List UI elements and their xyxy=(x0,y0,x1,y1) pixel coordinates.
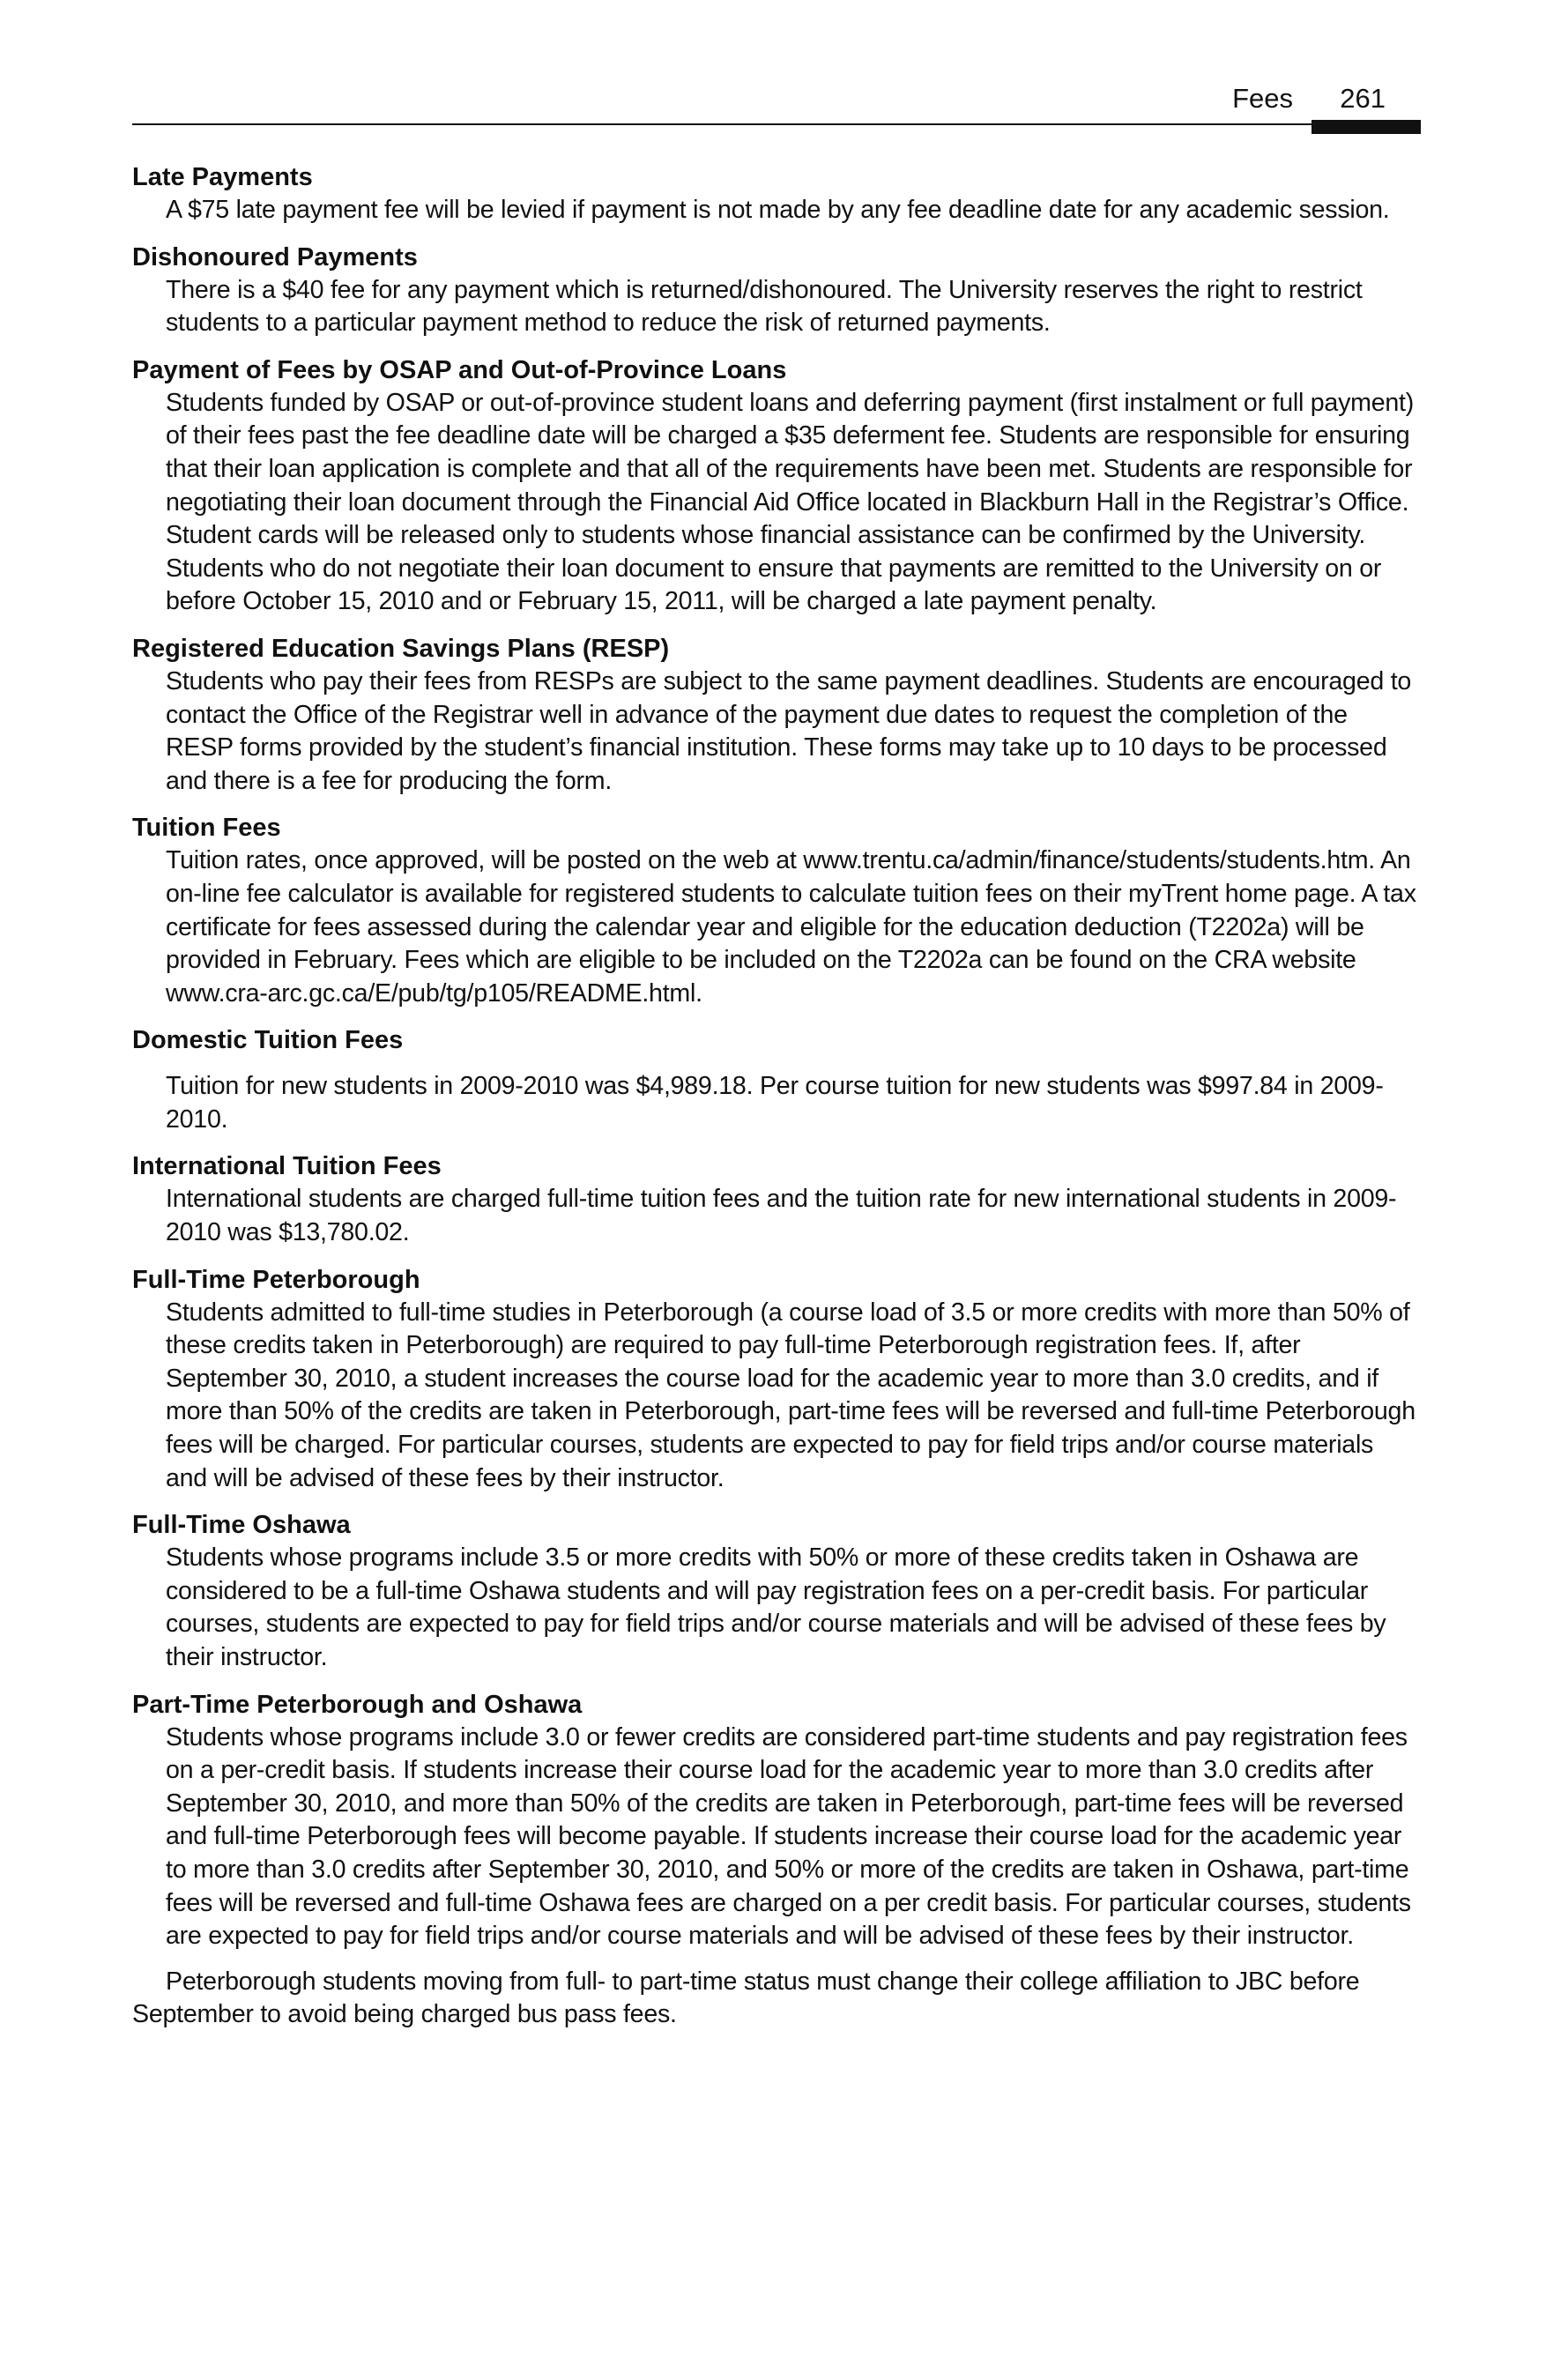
section-body: Students whose programs include 3.5 or more credits with 50% or more of these credits taken in Oshawa are considered to be a full-time Oshawa students and will pay registration fees on a per-credit basis. For particular courses, students are expected to pay for field trips and/or course materials and will be advised of these fees by their instructor. xyxy=(166,1543,1386,1671)
page-content xyxy=(132,160,1421,2045)
section-osap-loans xyxy=(132,353,1421,619)
section-heading: Late Payments xyxy=(132,163,313,191)
header-rule xyxy=(132,123,1313,125)
running-header-section: Fees xyxy=(1232,83,1293,114)
closing-paragraph: Peterborough students moving from full- to part-time status must change their college affiliation to JBC before September to avoid being charged bus pass fees. xyxy=(132,1967,1360,2029)
section-heading: Full-Time Peterborough xyxy=(132,1265,420,1294)
section-body: International students are charged full-time tuition fees and the tuition rate for new international students in 2009-2010 was $13,780.02. xyxy=(166,1185,1397,1247)
section-body: There is a $40 fee for any payment which is returned/dishonoured. The University reserves the right to restrict students to a particular payment method to reduce the risk of returned payments. xyxy=(166,275,1363,338)
section-body: A $75 late payment fee will be levied if payment is not made by any fee deadline date for any academic session. xyxy=(166,196,1390,224)
section-heading: Full-Time Oshawa xyxy=(132,1511,351,1540)
section-heading: Dishonoured Payments xyxy=(132,242,418,271)
section-heading: Tuition Fees xyxy=(132,814,281,843)
section-body: Students funded by OSAP or out-of-province student loans and deferring payment (first instalment or full payment) of their fees past the fee deadline date will be charged a $35 deferment fee. Students are responsible for ensuring that their loan application is complete and that all of the requirements have been met. Students are responsible for negotiating their loan document through the Financial Aid Office located in Blackburn Hall in the Registrar’s Office. Student cards will be released only to students whose financial assistance can be confirmed by the University. Students who do not negotiate their loan document to ensure that payments are remitted to the University on or before October 15, 2010 and or February 15, 2011, will be charged a late payment penalty. xyxy=(166,388,1414,616)
section-domestic-tuition xyxy=(132,1023,1421,1136)
section-dishonoured-payments xyxy=(132,241,1421,340)
running-header xyxy=(132,81,1421,122)
section-body: Tuition for new students in 2009-2010 was $4,989.18. Per course tuition for new students was $997.84 in 2009-2010. xyxy=(166,1072,1384,1134)
section-tuition-fees xyxy=(132,811,1421,1010)
section-body: Students admitted to full-time studies in Peterborough (a course load of 3.5 or more credits with more than 50% of these credits taken in Peterborough) are required to pay full-time Peterborough registration fees. If, after September 30, 2010, a student increases the course load for the academic year to more than 3.0 credits, and if more than 50% of the credits are taken in Peterborough, part-time fees will be reversed and full-time Peterborough fees will be charged. For particular courses, students are expected to pay for field trips and/or course materials and will be advised of these fees by their instructor. xyxy=(166,1298,1416,1492)
section-international-tuition xyxy=(132,1149,1421,1249)
section-late-payments xyxy=(132,160,1421,227)
section-resp xyxy=(132,632,1421,798)
section-heading: International Tuition Fees xyxy=(132,1152,442,1181)
section-heading: Domestic Tuition Fees xyxy=(132,1026,404,1055)
section-body: Students whose programs include 3.0 or fewer credits are considered part-time students and pay registration fees on a per-credit basis. If students increase their course load for the academic year to more than 3.0 credits after September 30, 2010, and more than 50% of the credits are taken in Peterborough, part-time fees will be reversed and full-time Peterborough fees will become payable. If students increase their course load for the academic year to more than 3.0 credits after September 30, 2010, and 50% or more of the credits are taken in Oshawa, part-time fees will be reversed and full-time Oshawa fees are charged on a per credit basis. For particular courses, students are expected to pay for field trips and/or course materials and will be advised of these fees by their instructor. xyxy=(166,1722,1411,1951)
section-heading: Part-Time Peterborough and Oshawa xyxy=(132,1690,583,1719)
section-heading: Registered Education Savings Plans (RESP) xyxy=(132,634,670,663)
section-full-time-peterborough xyxy=(132,1263,1421,1496)
section-full-time-oshawa xyxy=(132,1508,1421,1674)
section-heading: Payment of Fees by OSAP and Out-of-Province Loans xyxy=(132,355,787,384)
section-body: Tuition rates, once approved, will be posted on the web at www.trentu.ca/admin/finance/students/students.htm. An on-line fee calculator is available for registered students to calculate tuition fees on their myTrent home page. A tax certificate for fees assessed during the calendar year and eligible for the education deduction (T2202a) will be provided in February. Fees which are eligible to be included on the T2202a can be found on the CRA website www.cra-arc.gc.ca/E/pub/tg/p105/README.html. xyxy=(166,846,1416,1008)
section-body: Students who pay their fees from RESPs are subject to the same payment deadlines. Students are encouraged to contact the Office of the Registrar well in advance of the payment due dates to request the completion of the RESP forms provided by the student’s financial institution. These forms may take up to 10 days to be processed and there is a fee for producing the form. xyxy=(166,666,1412,795)
page-number: 261 xyxy=(1340,83,1386,114)
section-part-time xyxy=(132,1688,1421,2032)
header-thumb-bar xyxy=(1312,120,1421,134)
